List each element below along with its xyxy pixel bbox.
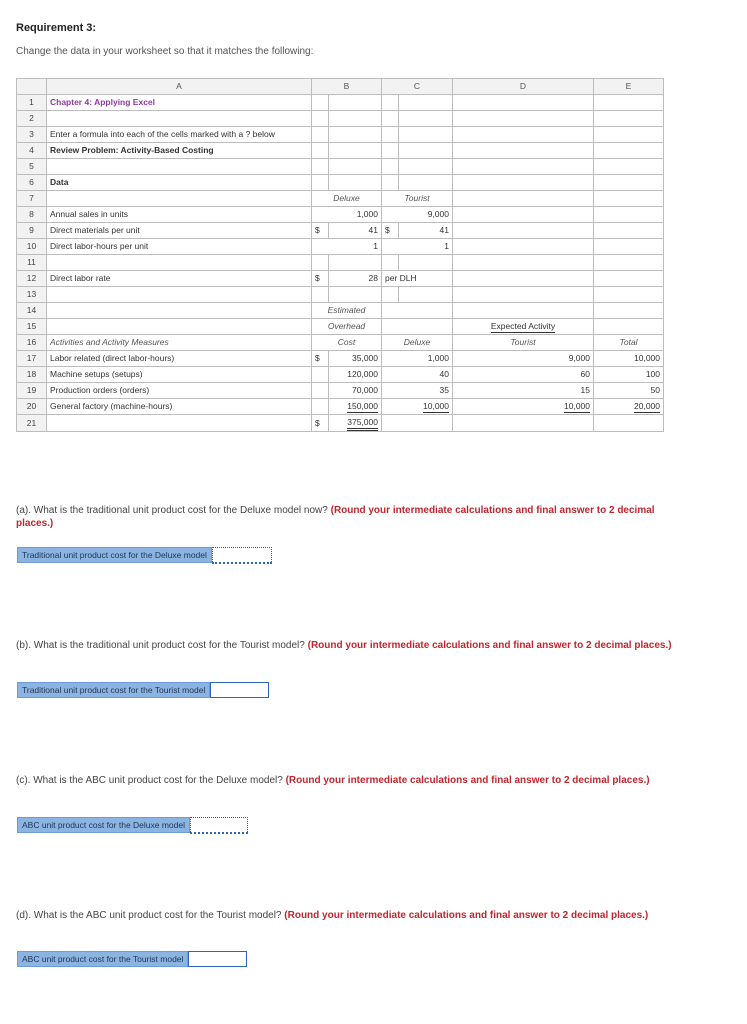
- answer-row-d: [17, 951, 247, 967]
- question-d-hint: (Round your intermediate calculations and final answer to 2 decimal places.): [284, 910, 649, 921]
- corner-header: [17, 79, 47, 95]
- cell-b21-dollar: $: [312, 415, 329, 432]
- answer-label-c: ABC unit product cost for the Deluxe model: [17, 817, 190, 833]
- cell-b20: [329, 399, 382, 415]
- cell-a19: Production orders (orders): [47, 383, 312, 399]
- table-row: [17, 287, 664, 303]
- row-number: 21: [17, 415, 47, 432]
- table-row: [17, 111, 664, 127]
- cell-b19: 70,000: [329, 383, 382, 399]
- row-number: 2: [17, 111, 47, 127]
- column-header-b[interactable]: B: [312, 79, 382, 95]
- cell-e19: 50: [594, 383, 664, 399]
- question-a-text: (a). What is the traditional unit product cost for the Deluxe model now?: [16, 505, 331, 516]
- cell-c20-value: 10,000: [423, 401, 449, 411]
- cell-a1: Chapter 4: Applying Excel: [47, 95, 312, 111]
- cell-d19: 15: [453, 383, 594, 399]
- row-number: 20: [17, 399, 47, 415]
- answer-label-b: Traditional unit product cost for the Tourist model: [17, 682, 210, 698]
- row-number: 10: [17, 239, 47, 255]
- column-header-e[interactable]: E: [594, 79, 664, 95]
- question-b-hint: (Round your intermediate calculations and final answer to 2 decimal places.): [307, 640, 672, 651]
- cell-d16: Tourist: [453, 335, 594, 351]
- table-row: [17, 159, 664, 175]
- cell-b12: 28: [329, 271, 382, 287]
- cell-b12-dollar: $: [312, 271, 329, 287]
- row-number: 3: [17, 127, 47, 143]
- cell-e17: 10,000: [594, 351, 664, 367]
- table-row: [17, 223, 664, 239]
- requirement-title: Requirement 3:: [16, 22, 97, 34]
- answer-label-d: ABC unit product cost for the Tourist model: [17, 951, 188, 967]
- cell-c19: 35: [382, 383, 453, 399]
- cell-c7: Tourist: [382, 191, 453, 207]
- table-row: [17, 175, 664, 191]
- cell-a12: Direct labor rate: [47, 271, 312, 287]
- cell-b15: Overhead: [312, 319, 382, 335]
- row-number: 4: [17, 143, 47, 159]
- question-c-hint: (Round your intermediate calculations and final answer to 2 decimal places.): [285, 775, 650, 786]
- cell-a4: Review Problem: Activity-Based Costing: [47, 143, 312, 159]
- cell-a18: Machine setups (setups): [47, 367, 312, 383]
- cell-d15: [453, 319, 594, 335]
- cell-a10: Direct labor-hours per unit: [47, 239, 312, 255]
- table-row: [17, 207, 664, 223]
- cell-c18: 40: [382, 367, 453, 383]
- requirement-instruction: Change the data in your worksheet so that it matches the following:: [16, 46, 314, 57]
- cell-c10: 1: [382, 239, 453, 255]
- cell-a20: General factory (machine-hours): [47, 399, 312, 415]
- cell-b17: 35,000: [329, 351, 382, 367]
- row-number: 6: [17, 175, 47, 191]
- column-header-a[interactable]: A: [47, 79, 312, 95]
- table-row: [17, 191, 664, 207]
- worksheet-table: [16, 78, 664, 432]
- row-number: 5: [17, 159, 47, 175]
- table-row: [17, 383, 664, 399]
- table-row: [17, 415, 664, 432]
- row-number: 9: [17, 223, 47, 239]
- cell-b21: [329, 415, 382, 432]
- question-d: [16, 909, 676, 922]
- row-number: 7: [17, 191, 47, 207]
- table-row: [17, 271, 664, 287]
- cell-b8: 1,000: [312, 207, 382, 223]
- tourist-abc-cost-input[interactable]: [188, 951, 247, 967]
- row-number: 13: [17, 287, 47, 303]
- cell-c16: Deluxe: [382, 335, 453, 351]
- question-c-text: (c). What is the ABC unit product cost for the Deluxe model?: [16, 775, 286, 786]
- cell-e20-value: 20,000: [634, 401, 660, 411]
- cell-b9: 41: [329, 223, 382, 239]
- deluxe-traditional-cost-input[interactable]: [212, 547, 272, 564]
- table-row: [17, 399, 664, 415]
- cell-a16: Activities and Activity Measures: [47, 335, 312, 351]
- table-row: [17, 127, 664, 143]
- table-row: [17, 335, 664, 351]
- cell-b17-dollar: $: [312, 351, 329, 367]
- column-header-c[interactable]: C: [382, 79, 453, 95]
- cell-c20: [382, 399, 453, 415]
- cell-b16: Cost: [312, 335, 382, 351]
- question-a-hint: (Round your intermediate calculations and final answer to 2 decimal places.): [16, 505, 655, 529]
- table-row: [17, 143, 664, 159]
- question-b: [16, 639, 676, 652]
- question-a: [16, 504, 676, 530]
- row-number: 1: [17, 95, 47, 111]
- cell-b21-value: 375,000: [347, 417, 378, 431]
- cell-a17: Labor related (direct labor-hours): [47, 351, 312, 367]
- cell-c9: 41: [399, 223, 453, 239]
- cell-c17: 1,000: [382, 351, 453, 367]
- cell-a6: Data: [47, 175, 312, 191]
- row-number: 12: [17, 271, 47, 287]
- cell-d20: [453, 399, 594, 415]
- question-c: [16, 774, 676, 787]
- table-row: [17, 239, 664, 255]
- cell-b9-dollar: $: [312, 223, 329, 239]
- cell-b10: 1: [312, 239, 382, 255]
- question-b-text: (b). What is the traditional unit product cost for the Tourist model?: [16, 640, 308, 651]
- row-number: 16: [17, 335, 47, 351]
- table-row: [17, 95, 664, 111]
- cell-b7: Deluxe: [312, 191, 382, 207]
- row-number: 19: [17, 383, 47, 399]
- cell-c12: per DLH: [382, 271, 453, 287]
- table-row: [17, 367, 664, 383]
- column-header-row: [17, 79, 664, 95]
- table-row: [17, 351, 664, 367]
- expected-activity-heading: Expected Activity: [490, 321, 556, 331]
- table-row: [17, 303, 664, 319]
- cell-c8: 9,000: [382, 207, 453, 223]
- tourist-traditional-cost-input[interactable]: [210, 682, 269, 698]
- cell-a9: Direct materials per unit: [47, 223, 312, 239]
- table-row: [17, 255, 664, 271]
- question-d-text: (d). What is the ABC unit product cost for the Tourist model?: [16, 910, 285, 921]
- row-number: 15: [17, 319, 47, 335]
- row-number: 14: [17, 303, 47, 319]
- column-header-d[interactable]: D: [453, 79, 594, 95]
- cell-b14: Estimated: [312, 303, 382, 319]
- cell-e18: 100: [594, 367, 664, 383]
- cell-b20-value: 150,000: [347, 401, 378, 411]
- cell-e16: Total: [594, 335, 664, 351]
- answer-label-a: Traditional unit product cost for the Deluxe model: [17, 547, 212, 563]
- answer-row-b: [17, 682, 269, 698]
- row-number: 17: [17, 351, 47, 367]
- cell-b18: 120,000: [329, 367, 382, 383]
- cell-a8: Annual sales in units: [47, 207, 312, 223]
- row-number: 8: [17, 207, 47, 223]
- table-row: [17, 319, 664, 335]
- deluxe-abc-cost-input[interactable]: [190, 817, 248, 834]
- cell-e20: [594, 399, 664, 415]
- cell-d18: 60: [453, 367, 594, 383]
- cell-c9-dollar: $: [382, 223, 399, 239]
- row-number: 11: [17, 255, 47, 271]
- row-number: 18: [17, 367, 47, 383]
- cell-a3: Enter a formula into each of the cells marked with a ? below: [47, 127, 312, 143]
- cell-d20-value: 10,000: [564, 401, 590, 411]
- answer-row-a: [17, 547, 272, 563]
- answer-row-c: [17, 817, 248, 833]
- cell-d17: 9,000: [453, 351, 594, 367]
